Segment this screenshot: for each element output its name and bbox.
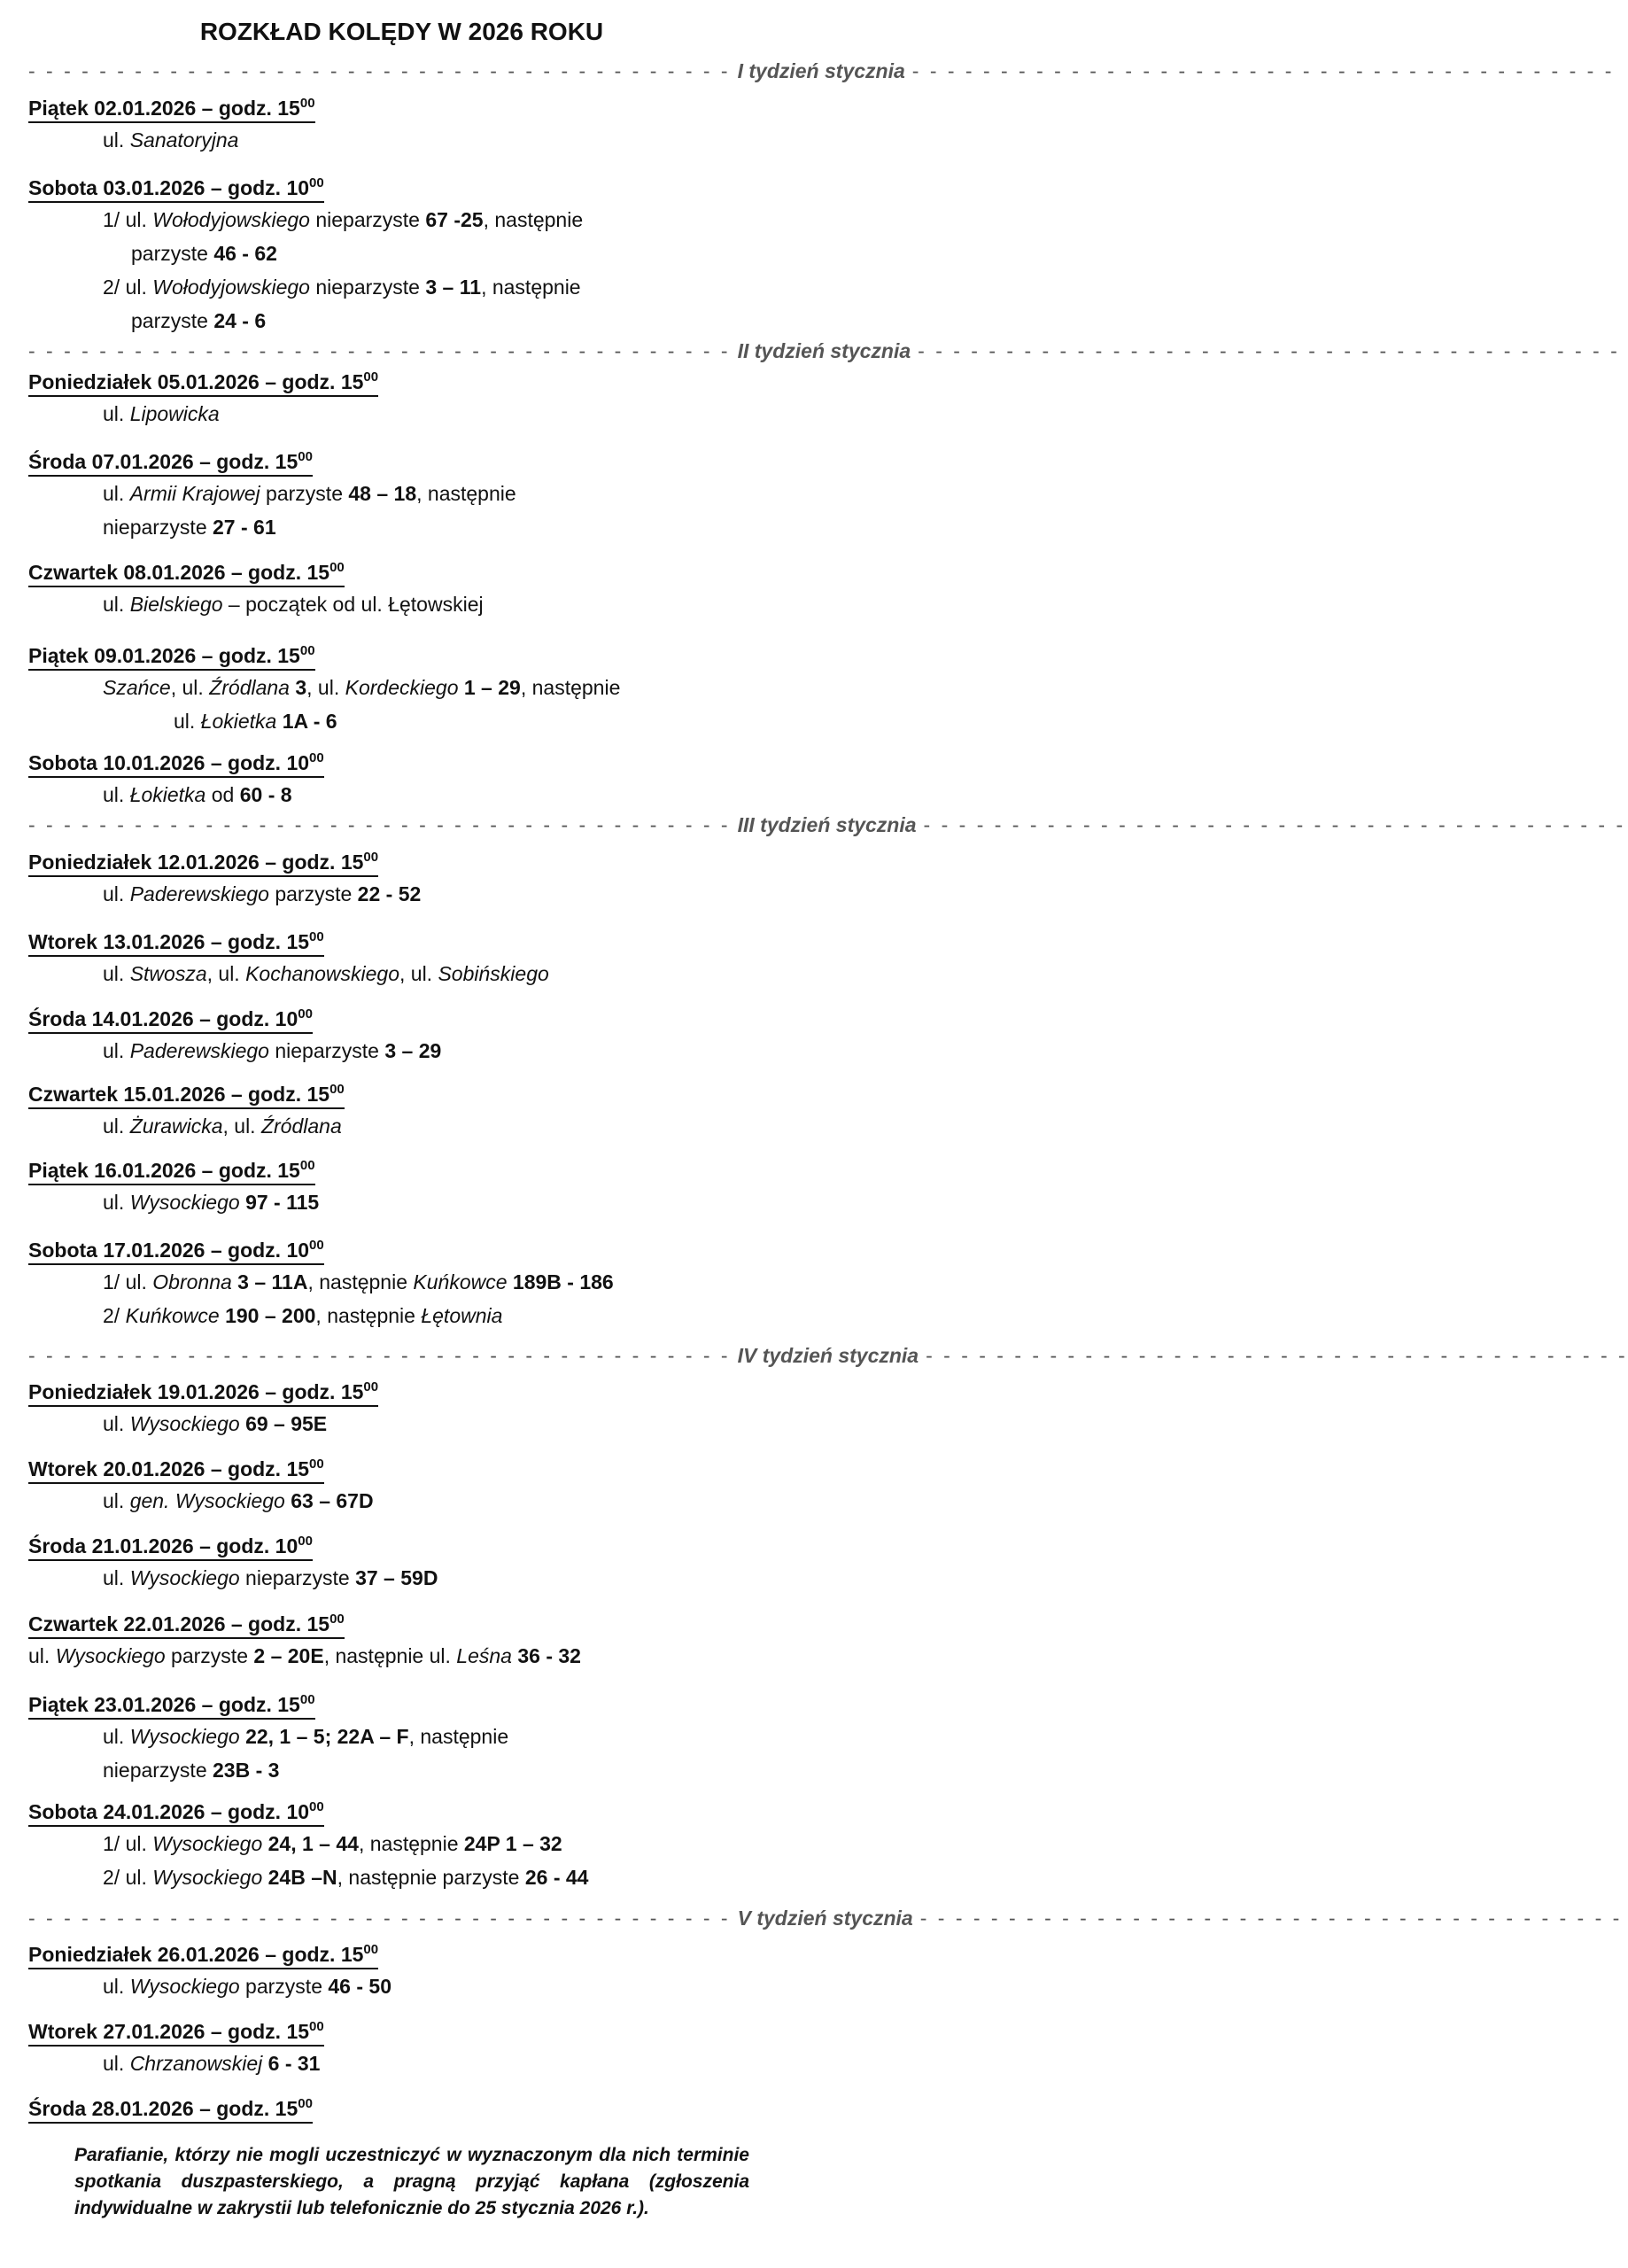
- entry-date-text: Środa 07.01.2026 – godz. 15: [28, 450, 298, 473]
- line-text: ul.: [103, 1191, 130, 1214]
- schedule-entry: [28, 2093, 790, 2124]
- schedule-entry: [28, 1796, 790, 1894]
- entry-time-minutes: 00: [329, 1082, 345, 1097]
- entry-time-minutes: 00: [363, 1379, 379, 1394]
- entry-date-text: Sobota 10.01.2026 – godz. 10: [28, 751, 310, 774]
- entry-date-heading: [28, 1078, 345, 1109]
- entry-street-line: [28, 477, 790, 510]
- entry-date-text: Poniedziałek 19.01.2026 – godz. 15: [28, 1380, 364, 1403]
- entry-time-minutes: 00: [363, 1942, 379, 1957]
- entry-date-heading: [28, 92, 315, 123]
- entry-street-line: [28, 1407, 790, 1441]
- entry-date-text: Sobota 24.01.2026 – godz. 10: [28, 1800, 310, 1823]
- entry-date-text: Sobota 17.01.2026 – godz. 10: [28, 1239, 310, 1262]
- entry-date-text: Wtorek 20.01.2026 – godz. 15: [28, 1457, 310, 1480]
- line-text: , ul.: [399, 962, 438, 985]
- entry-street-line: [28, 123, 790, 157]
- entry-street-line: [28, 237, 790, 270]
- entry-date-heading: [28, 1453, 324, 1484]
- entry-date-heading: [28, 1938, 378, 1969]
- street-name: Kuńkowce: [125, 1304, 220, 1327]
- line-text: ul.: [28, 1644, 56, 1667]
- line-text: , ul.: [206, 962, 246, 985]
- line-text: parzyste: [131, 242, 214, 265]
- line-text: , następnie: [307, 1270, 414, 1293]
- street-name: Kochanowskiego: [245, 962, 399, 985]
- entry-time-minutes: 00: [298, 1534, 313, 1549]
- house-numbers: 24B –N: [267, 1866, 337, 1889]
- street-name: gen. Wysockiego: [129, 1489, 285, 1512]
- schedule-entry: [28, 1608, 790, 1673]
- entry-time-minutes: 00: [298, 2096, 313, 2111]
- house-numbers: 46 - 62: [213, 242, 277, 265]
- house-numbers: 189B - 186: [512, 1270, 614, 1293]
- street-name: Łokietka: [200, 710, 277, 733]
- house-numbers: 24 - 6: [213, 309, 267, 332]
- line-text: , następnie: [408, 1725, 509, 1748]
- entry-date-heading: [28, 1376, 378, 1407]
- entry-time-minutes: 00: [309, 2019, 324, 2034]
- line-text: ul.: [103, 1039, 130, 1062]
- entry-street-line: [28, 1185, 790, 1219]
- entry-street-line: [28, 1969, 790, 2003]
- entry-street-line: [28, 2047, 790, 2080]
- entry-date-heading: [28, 446, 313, 477]
- line-text: , następnie: [315, 1304, 422, 1327]
- line-text: , następnie: [483, 208, 584, 231]
- entry-street-line: [28, 1265, 790, 1299]
- entry-date-text: Piątek 02.01.2026 – godz. 15: [28, 97, 300, 120]
- entry-street-line: [28, 1720, 790, 1753]
- entry-date-heading: [28, 556, 345, 587]
- street-name: Szańce: [103, 676, 171, 699]
- street-name: Kuńkowce: [413, 1270, 508, 1293]
- entry-time-minutes: 00: [309, 929, 324, 944]
- line-text: ul.: [103, 593, 130, 616]
- document-title: ROZKŁAD KOLĘDY W 2026 ROKU: [199, 18, 604, 45]
- entry-date-text: Środa 28.01.2026 – godz. 15: [28, 2097, 298, 2120]
- entry-date-heading: [28, 1689, 315, 1720]
- line-text: 2/ ul.: [103, 1866, 153, 1889]
- house-numbers: 69 – 95E: [245, 1412, 328, 1435]
- line-text: , ul.: [170, 676, 210, 699]
- line-text: nieparzyste: [103, 1759, 213, 1782]
- house-numbers: 3: [295, 676, 307, 699]
- house-numbers: 3 – 11: [425, 276, 482, 299]
- schedule-entry: [28, 366, 790, 431]
- schedule-entry: [28, 2016, 790, 2080]
- street-name: Stwosza: [129, 962, 207, 985]
- street-name: Armii Krajowej: [129, 482, 260, 505]
- street-name: Wysockiego: [152, 1866, 263, 1889]
- line-text: parzyste: [165, 1644, 254, 1667]
- schedule-entry: [28, 846, 790, 911]
- schedule-entry: [28, 1938, 790, 2003]
- house-numbers: 22, 1 – 5; 22A – F: [245, 1725, 409, 1748]
- schedule-entry: [28, 640, 790, 738]
- entry-street-line: [28, 1753, 790, 1787]
- street-name: Wysockiego: [152, 1832, 263, 1855]
- week-divider: - - - - - - - - - - - - - - - - - - - - - - - - - - - - - - - - - - - - - - - - IV tydzień stycznia - - - - - - - - - - - - - - - - - - - - - - - - - - - - - - - - - - - - - - - -: [28, 1344, 1628, 1367]
- line-text: ul.: [103, 1412, 130, 1435]
- line-text: ul.: [103, 962, 130, 985]
- street-name: Paderewskiego: [129, 882, 269, 905]
- line-text: ul.: [103, 1975, 130, 1998]
- line-text: ul.: [103, 1725, 130, 1748]
- line-text: – początek od ul. Łętowskiej: [222, 593, 484, 616]
- entry-date-heading: [28, 2016, 324, 2047]
- street-name: Kordeckiego: [345, 676, 459, 699]
- entry-date-text: Wtorek 13.01.2026 – godz. 15: [28, 930, 310, 953]
- entry-date-text: Czwartek 22.01.2026 – godz. 15: [28, 1612, 330, 1635]
- street-name: Wołodyjowskiego: [152, 276, 310, 299]
- entry-date-text: Poniedziałek 12.01.2026 – godz. 15: [28, 850, 364, 874]
- entry-street-line: [28, 1639, 790, 1673]
- line-text: , następnie ul.: [323, 1644, 457, 1667]
- entry-date-text: Wtorek 27.01.2026 – godz. 15: [28, 2020, 310, 2043]
- street-name: Lipowicka: [129, 402, 220, 425]
- street-name: Wysockiego: [129, 1191, 240, 1214]
- street-name: Wysockiego: [129, 1412, 240, 1435]
- street-name: Łokietka: [129, 783, 206, 806]
- line-text: nieparzyste: [309, 208, 426, 231]
- week-divider: - - - - - - - - - - - - - - - - - - - - - - - - - - - - - - - - - - - - - - - - III tydzień stycznia - - - - - - - - - - - - - - - - - - - - - - - - - - - - - - - - - - - - - - - -: [28, 813, 1626, 836]
- entry-date-text: Poniedziałek 05.01.2026 – godz. 15: [28, 370, 364, 393]
- house-numbers: 22 - 52: [357, 882, 422, 905]
- entry-date-heading: [28, 926, 324, 957]
- line-text: od: [205, 783, 240, 806]
- schedule-entry: [28, 92, 790, 157]
- line-text: 1/ ul.: [103, 208, 153, 231]
- schedule-entry: [28, 446, 790, 544]
- line-text: nieparzyste: [239, 1566, 356, 1589]
- house-numbers: 1A - 6: [282, 710, 337, 733]
- entry-street-line: [28, 510, 790, 544]
- line-text: ul.: [103, 783, 130, 806]
- line-text: nieparzyste: [309, 276, 426, 299]
- entry-street-line: [28, 1034, 790, 1068]
- entry-street-line: [28, 957, 790, 990]
- street-name: Wysockiego: [55, 1644, 166, 1667]
- schedule-entry: [28, 1154, 790, 1219]
- entry-date-text: Czwartek 15.01.2026 – godz. 15: [28, 1083, 330, 1106]
- entry-date-heading: [28, 846, 378, 877]
- line-text: nieparzyste: [103, 516, 213, 539]
- line-text: 2/: [103, 1304, 126, 1327]
- entry-time-minutes: 00: [299, 643, 315, 658]
- house-numbers: 67 -25: [425, 208, 484, 231]
- line-text: parzyste: [268, 882, 358, 905]
- house-numbers: 27 - 61: [213, 516, 276, 539]
- house-numbers: 24, 1 – 44: [267, 1832, 359, 1855]
- entry-date-text: Piątek 23.01.2026 – godz. 15: [28, 1693, 300, 1716]
- entry-date-heading: [28, 366, 378, 397]
- street-name: Wysockiego: [129, 1566, 240, 1589]
- street-name: Wysockiego: [129, 1725, 240, 1748]
- entry-time-minutes: 00: [329, 1612, 345, 1627]
- entry-date-text: Czwartek 08.01.2026 – godz. 15: [28, 561, 330, 584]
- entry-date-text: Piątek 09.01.2026 – godz. 15: [28, 644, 300, 667]
- entry-time-minutes: 00: [309, 1799, 324, 1814]
- line-text: ul.: [103, 128, 130, 151]
- entry-time-minutes: 00: [299, 1158, 315, 1173]
- house-numbers: 97 - 115: [245, 1191, 320, 1214]
- entry-street-line: [28, 203, 790, 237]
- street-name: Obronna: [152, 1270, 232, 1293]
- line-text: ul.: [103, 482, 130, 505]
- line-text: ul.: [103, 882, 130, 905]
- entry-date-heading: [28, 1234, 324, 1265]
- parish-note: Parafianie, którzy nie mogli uczestniczyć w wyznaczonym dla nich terminie spotkania duszpasterskiego, a pragną przyjąć kapłana (zgłoszenia indywidualne w zakrystii lub telefonicznie do 25 stycznia 2026 r.).: [74, 2145, 749, 2218]
- line-text: nieparzyste: [268, 1039, 385, 1062]
- week-label: I tydzień stycznia: [737, 59, 905, 82]
- entry-street-line: [28, 1827, 790, 1860]
- schedule-entry: [28, 747, 790, 812]
- street-name: Żurawicka: [129, 1115, 223, 1138]
- entry-street-line: [28, 778, 790, 812]
- entry-street-line: [28, 270, 790, 304]
- street-name: Wysockiego: [129, 1975, 240, 1998]
- line-text: , następnie: [520, 676, 621, 699]
- house-numbers: 37 – 59D: [355, 1566, 438, 1589]
- week-label: IV tydzień stycznia: [737, 1344, 919, 1367]
- entry-street-line: [28, 1860, 790, 1894]
- entry-date-text: Środa 14.01.2026 – godz. 10: [28, 1007, 298, 1030]
- entry-street-line: [28, 1484, 790, 1518]
- week-label: II tydzień stycznia: [737, 339, 911, 362]
- house-numbers: 1 – 29: [463, 676, 521, 699]
- house-numbers: 3 – 29: [384, 1039, 442, 1062]
- line-text: 1/ ul.: [103, 1270, 153, 1293]
- entry-date-heading: [28, 2093, 313, 2124]
- street-name: Łętownia: [421, 1304, 503, 1327]
- street-name: Wołodyjowskiego: [152, 208, 310, 231]
- entry-time-minutes: 00: [329, 560, 345, 575]
- schedule-entry: [28, 1530, 790, 1595]
- street-name: Bielskiego: [129, 593, 223, 616]
- entry-street-line: [28, 704, 790, 738]
- schedule-entry: [28, 172, 790, 338]
- house-numbers: 3 – 11A: [237, 1270, 308, 1293]
- house-numbers: 48 – 18: [348, 482, 417, 505]
- house-numbers: 46 - 50: [328, 1975, 391, 1998]
- entry-time-minutes: 00: [309, 175, 324, 190]
- entry-street-line: [28, 671, 790, 704]
- entry-time-minutes: 00: [298, 449, 313, 464]
- entry-street-line: [28, 1109, 790, 1143]
- house-numbers: 63 – 67D: [291, 1489, 374, 1512]
- line-text: , następnie parzyste: [337, 1866, 525, 1889]
- house-numbers: 23B - 3: [213, 1759, 280, 1782]
- line-text: ul.: [103, 1489, 130, 1512]
- entry-date-heading: [28, 1154, 315, 1185]
- house-numbers: 36 - 32: [517, 1644, 581, 1667]
- line-text: ul.: [103, 402, 130, 425]
- schedule-entry: [28, 926, 790, 990]
- week-label: V tydzień stycznia: [737, 1907, 913, 1930]
- house-numbers: 60 - 8: [239, 783, 292, 806]
- schedule-entry: [28, 1376, 790, 1441]
- house-numbers: 190 – 200: [225, 1304, 316, 1327]
- schedule-entry: [28, 556, 790, 621]
- entry-date-text: Środa 21.01.2026 – godz. 10: [28, 1534, 298, 1557]
- street-name: Paderewskiego: [129, 1039, 269, 1062]
- entry-date-text: Sobota 03.01.2026 – godz. 10: [28, 176, 310, 199]
- entry-date-heading: [28, 172, 324, 203]
- week-divider: - - - - - - - - - - - - - - - - - - - - - - - - - - - - - - - - - - - - - - - - II tydzień stycznia - - - - - - - - - - - - - - - - - - - - - - - - - - - - - - - - - - - - - - - -: [28, 339, 1620, 362]
- entry-date-heading: [28, 1003, 313, 1034]
- house-numbers: 26 - 44: [524, 1866, 589, 1889]
- street-name: Sobińskiego: [438, 962, 549, 985]
- line-text: parzyste: [239, 1975, 329, 1998]
- week-label: III tydzień stycznia: [737, 813, 917, 836]
- entry-street-line: [28, 877, 790, 911]
- house-numbers: 2 – 20E: [253, 1644, 324, 1667]
- line-text: ul.: [103, 2052, 130, 2075]
- entry-date-heading: [28, 1530, 313, 1561]
- entry-date-heading: [28, 640, 315, 671]
- entry-date-heading: [28, 1796, 324, 1827]
- entry-date-text: Poniedziałek 26.01.2026 – godz. 15: [28, 1943, 364, 1966]
- entry-time-minutes: 00: [299, 1692, 315, 1707]
- schedule-entry: [28, 1078, 790, 1143]
- entry-time-minutes: 00: [309, 1456, 324, 1472]
- schedule-entry: [28, 1453, 790, 1518]
- line-text: parzyste: [260, 482, 349, 505]
- house-numbers: 24P 1 – 32: [463, 1832, 562, 1855]
- line-text: ul.: [103, 1566, 130, 1589]
- schedule-entry: [28, 1003, 790, 1068]
- entry-street-line: [28, 397, 790, 431]
- line-text: , następnie: [416, 482, 516, 505]
- entry-time-minutes: 00: [309, 1238, 324, 1253]
- street-name: Źródlana: [209, 676, 290, 699]
- schedule-entry: [28, 1689, 790, 1787]
- line-text: , następnie: [481, 276, 581, 299]
- schedule-entry: [28, 1234, 790, 1332]
- entry-time-minutes: 00: [299, 96, 315, 111]
- line-text: 2/ ul.: [103, 276, 153, 299]
- street-name: Sanatoryjna: [129, 128, 239, 151]
- line-text: ul.: [103, 1115, 130, 1138]
- line-text: , ul.: [306, 676, 345, 699]
- entry-time-minutes: 00: [363, 369, 379, 384]
- entry-date-heading: [28, 747, 324, 778]
- line-text: , ul.: [222, 1115, 261, 1138]
- entry-time-minutes: 00: [363, 850, 379, 865]
- entry-time-minutes: 00: [298, 1006, 313, 1021]
- line-text: , następnie: [358, 1832, 464, 1855]
- entry-date-heading: [28, 1608, 345, 1639]
- entry-street-line: [28, 1561, 790, 1595]
- street-name: Chrzanowskiej: [129, 2052, 263, 2075]
- entry-street-line: [28, 587, 790, 621]
- line-text: ul.: [174, 710, 201, 733]
- street-name: Leśna: [456, 1644, 512, 1667]
- house-numbers: 6 - 31: [267, 2052, 321, 2075]
- entry-date-text: Piątek 16.01.2026 – godz. 15: [28, 1159, 300, 1182]
- line-text: 1/ ul.: [103, 1832, 153, 1855]
- week-divider: - - - - - - - - - - - - - - - - - - - - - - - - - - - - - - - - - - - - - - - - V tydzień stycznia - - - - - - - - - - - - - - - - - - - - - - - - - - - - - - - - - - - - - - - -: [28, 1907, 1623, 1930]
- line-text: parzyste: [131, 309, 214, 332]
- week-divider: - - - - - - - - - - - - - - - - - - - - - - - - - - - - - - - - - - - - - - - - I tydzień stycznia - - - - - - - - - - - - - - - - - - - - - - - - - - - - - - - - - - - - - - - -: [28, 59, 1615, 82]
- street-name: Źródlana: [260, 1115, 342, 1138]
- entry-street-line: [28, 1299, 790, 1332]
- entry-time-minutes: 00: [309, 750, 324, 765]
- entry-street-line: [28, 304, 790, 338]
